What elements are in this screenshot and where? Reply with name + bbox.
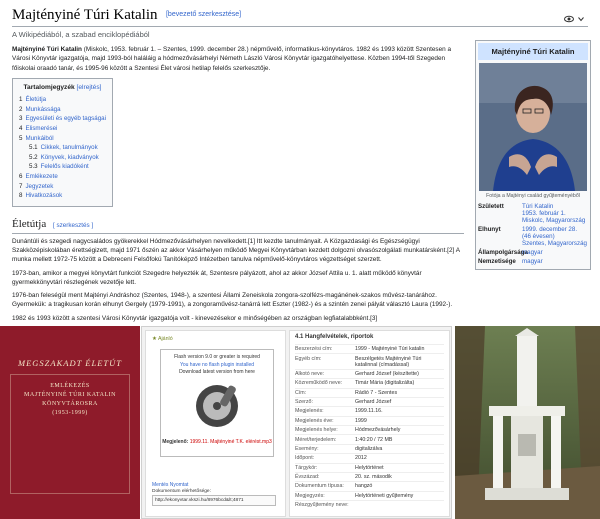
- record-value: Helytörténet: [355, 464, 384, 471]
- section-paragraph-4: 1982 és 1993 között a szentesi Városi Könyvtár igazgatója volt - kinevezésekor e minőségében az országban legfiatalabbként.[3]: [12, 314, 378, 322]
- flash-box: [160, 349, 274, 457]
- flash-line-1: Flash version 9.0 or greater is required: [174, 354, 260, 360]
- record-row: [295, 481, 444, 490]
- save-print-links[interactable]: Mentés Nyomtat: [152, 482, 189, 488]
- article-header: [12, 6, 588, 27]
- archive-screenshot[interactable]: [141, 326, 452, 519]
- record-value: Timár Mária (digitalizálta): [355, 380, 415, 387]
- record-row: [295, 344, 444, 353]
- meg-label: Megjelenő:: [162, 438, 189, 445]
- infobox-row: [478, 203, 588, 224]
- record-key: Alkotó neve:: [295, 370, 325, 377]
- toc-item[interactable]: [19, 114, 106, 124]
- toc-item-number: 8: [19, 192, 23, 200]
- infobox-value: Túri Katalin 1953. február 1. Miskolc, Magyarország: [522, 203, 586, 224]
- tagline: A Wikipédiából, a szabad enciklopédiából: [12, 30, 150, 39]
- toc-item-number: 6: [19, 172, 23, 180]
- media-disc-icon: [194, 383, 240, 429]
- toc-item-number: 5.2: [29, 153, 38, 161]
- toc-item-number: 5.3: [29, 163, 38, 171]
- toc-item-number: 5: [19, 134, 23, 142]
- section-paragraph-2: 1973-ban, amikor a megyei könyvtárt funkciót Szegedre helyezték át, Szentesre pályázott, ahol az akkor József Attila u. 1. alatt működő könyvtár gyermekkönyvtári részlegének vezetője lett.: [12, 269, 422, 286]
- toc-item-label[interactable]: Elismerései: [25, 124, 58, 132]
- flash-line-2[interactable]: You have no flash plugin installed: [179, 361, 255, 368]
- record-key: Időpont:: [295, 455, 315, 462]
- record-row: [295, 444, 444, 453]
- record-value: Gerhard József: [355, 399, 392, 406]
- doc-url-field[interactable]: http://ekonyvtar.vkszi.hu/8976bcd&lt;4871: [152, 495, 276, 506]
- record-value: Gerhard József (készítette): [355, 370, 419, 377]
- record-panel: [289, 330, 450, 517]
- section-edit-link[interactable]: [ szerkesztés ]: [52, 221, 94, 229]
- page-title: Majtényiné Túri Katalin: [12, 7, 158, 23]
- record-row: [295, 406, 444, 415]
- record-row: [295, 369, 444, 378]
- image-strip: [0, 322, 600, 519]
- toc-item-label[interactable]: Munkáiból: [25, 134, 54, 142]
- infobox-key: Született: [478, 203, 504, 210]
- toc-heading: [19, 83, 106, 93]
- record-row: [295, 500, 444, 509]
- record-key: Évszázad:: [295, 474, 320, 481]
- infobox-title: Majtényiné Túri Katalin: [478, 43, 588, 60]
- record-value: 1999.11.16.: [355, 408, 383, 415]
- lead-bold-name: Majtényiné Túri Katalin: [12, 46, 82, 53]
- record-row: [295, 434, 444, 443]
- record-row: [295, 397, 444, 406]
- toc-item-number: 5.1: [29, 144, 38, 152]
- record-key: Megjelenés:: [295, 408, 324, 415]
- record-value: [355, 502, 444, 508]
- toc-item[interactable]: [19, 153, 106, 163]
- megjelenő-line: [161, 439, 273, 445]
- player-panel: [145, 330, 286, 517]
- toc-item[interactable]: [19, 105, 106, 115]
- book-title: MEGSZAKADT ÉLETÚT: [18, 358, 122, 368]
- toc-hide-link[interactable]: [elrejtés]: [76, 83, 102, 91]
- infobox-key: Állampolgársága: [478, 249, 528, 256]
- record-key: Méret/terjedelem:: [295, 436, 337, 443]
- section-title: Életútja: [12, 217, 47, 230]
- record-value: 1:40:20 / 72 MB: [355, 436, 393, 443]
- infobox-value: magyar: [522, 258, 543, 265]
- flash-line-3[interactable]: Download latest version from here: [179, 369, 255, 375]
- toc-item[interactable]: [19, 172, 106, 182]
- record-key: Esemény:: [295, 445, 319, 452]
- meg-value[interactable]: 1999.11. Majtényiné T.K. elérést.mp3: [189, 438, 272, 445]
- doc-label: Dokumentum elérhetősége:: [152, 488, 211, 494]
- record-value: Helytörténeti gyűjtemény: [355, 492, 414, 499]
- record-value: hangzó: [355, 483, 373, 490]
- record-row: [295, 453, 444, 462]
- toc-item[interactable]: [19, 95, 106, 105]
- lead-text: (Miskolc, 1953. február 1. – Szentes, 1999. december 28.) népművelő, informatikus-könyvtáros. 1982 és 1993 között Szentesen a Városi Könyvtár igazgatója, majd 1993-ból haláláig a hódmezővásárhelyi Németh László Városi Könyvtár igazgatóhelyettese. Közben 1994-től Szegeden főiskolai oraadó tanár, és 1995-96 között a Szentesi Élet városi hetilap felelős szerkesztője.: [12, 46, 452, 72]
- record-value: Beszélgetés Majtényiné Túri katalinnal (címadással): [355, 355, 422, 368]
- infobox-rows: [478, 203, 588, 265]
- infobox-value: magyar: [522, 249, 543, 256]
- doc-link-block: [152, 488, 276, 506]
- record-value: digitalizálva: [355, 445, 383, 452]
- ajanlo-label: [152, 336, 173, 342]
- edit-intro-link[interactable]: [bevezető szerkesztése]: [165, 11, 242, 19]
- infobox-row: [478, 249, 588, 256]
- toc-item[interactable]: [19, 191, 106, 201]
- record-row: [295, 463, 444, 472]
- record-key: Egyéb cím:: [295, 355, 322, 362]
- book-frame: [10, 374, 130, 494]
- toc-item-label[interactable]: Felelős kiadóként: [40, 163, 89, 171]
- infobox-row: [478, 258, 588, 265]
- record-row: [295, 353, 444, 368]
- record-key: Megjelenés éve:: [295, 417, 334, 424]
- toc-item-label[interactable]: Egyesületi és egyéb tagságai: [25, 115, 106, 123]
- record-value: Rádió 7 - Szentes: [355, 389, 398, 396]
- record-title: 4.1 Hangfelvételek, riportok: [295, 334, 374, 340]
- chevron-down-icon: [576, 14, 586, 24]
- infobox-key: Elhunyt: [478, 226, 501, 233]
- toc-item-number: 1: [19, 96, 23, 104]
- toc-item[interactable]: [19, 134, 106, 144]
- toc-item-label[interactable]: Munkássága: [25, 105, 61, 113]
- toc-item-label[interactable]: Könyvek, kiadványok: [40, 153, 99, 161]
- toc-item-number: 2: [19, 105, 23, 113]
- record-key: Megjegyzés:: [295, 492, 325, 499]
- infobox-value: 1999. december 28. (46 évesen) Szentes, Magyarország: [522, 226, 587, 247]
- record-value: 2012: [355, 455, 367, 462]
- record-row: [295, 388, 444, 397]
- record-key: Megjelenés helye:: [295, 427, 338, 434]
- star-icon: ★: [152, 336, 157, 342]
- toc-item-number: 3: [19, 115, 23, 123]
- toc-item-label[interactable]: Emlékezete: [25, 172, 58, 180]
- toc-item[interactable]: [19, 162, 106, 172]
- infobox-row: [478, 226, 588, 247]
- record-key: Közreműködő neve:: [295, 380, 343, 387]
- record-row: [295, 472, 444, 481]
- book-subtitle: EMLÉKEZÉS MAJTÉNYINÉ TÚRI KATALIN KÖNYVTÁROSRA (1953-1999): [24, 383, 116, 416]
- record-rows: [295, 344, 444, 509]
- watch-toggle[interactable]: [564, 14, 588, 24]
- toc-item-label[interactable]: Életútja: [25, 96, 47, 104]
- record-key: Cím:: [295, 389, 307, 396]
- toc-item-label[interactable]: Hivatkozások: [25, 192, 63, 200]
- record-value: 20. sz. második: [355, 474, 392, 481]
- toc-item-label[interactable]: Cikkek, tanulmányok: [40, 144, 98, 152]
- toc-list: [19, 95, 106, 201]
- record-key: Dokumentum típusa:: [295, 483, 344, 490]
- toc-item[interactable]: [19, 143, 106, 153]
- record-row: [295, 416, 444, 425]
- record-key: Részgyűjtemény neve:: [295, 502, 349, 509]
- record-value: 1999: [355, 417, 367, 424]
- infobox-key: Nemzetisége: [478, 258, 516, 265]
- flash-text: [161, 350, 273, 377]
- record-value: Hódmezővásárhely: [355, 427, 401, 434]
- infobox: [475, 40, 591, 270]
- record-row: [295, 425, 444, 434]
- record-row: [295, 491, 444, 500]
- portrait-photo[interactable]: [479, 63, 587, 191]
- toc-item-number: 4: [19, 124, 23, 132]
- table-of-contents: [12, 78, 113, 207]
- record-row: [295, 378, 444, 387]
- toc-title: Tartalomjegyzék: [23, 83, 75, 91]
- toc-item[interactable]: [19, 182, 106, 192]
- record-key: Szerző:: [295, 399, 313, 406]
- toc-item-number: 7: [19, 182, 23, 190]
- record-key: Tárgykör:: [295, 464, 318, 471]
- toc-item-label[interactable]: Jegyzetek: [25, 182, 54, 190]
- record-value: 1999 - Majtényiné Túri katalin: [355, 346, 425, 353]
- infobox-caption: Fotója a Majtényi család gyűjteményéből: [486, 193, 580, 199]
- lead-paragraph: [12, 45, 464, 73]
- ajanlo-text: Ajánló: [157, 336, 173, 342]
- toc-item[interactable]: [19, 124, 106, 134]
- eye-icon: [564, 14, 574, 24]
- section-paragraph-3: 1976-ban feleségül ment Majtényi Andráshoz (Szentes, 1948-), a szentesi Állami Zeneiskola zongora-szolfézs-magánének-szakos művész-tanárához. Gyermekük: a tragikusan korán elhunyt Gergely (1979-1991), a zongoraművész-tanárrá lett Eszter (1982-) és a szintén zenei pályát választó Laura (1992-).: [12, 292, 453, 309]
- section-paragraph-1: Dunántúli és szegedi nagycsaládos gyökerekkel Hódmezővásárhelyen nevelkedett.[1] Itt kezdte tanulmányait. A Közgazdasági és Egészségügyi Szakközépiskolában érettségizett, majd 1971 őszén az akkor Vásárhelyen működő Megyei Könyvtárban kezdett dolgozni olvasószolgálati munkatársként.[2] A munka mellett 1972-75 között a Debreceni Felsőfokú Tanítóképző Intézetben tanulva népművelő-könyvtáros végzettséget szerzett.: [12, 237, 460, 264]
- memorial-photo[interactable]: [455, 326, 600, 519]
- section-heading: [12, 217, 464, 234]
- record-key: Beszerzési cím:: [295, 346, 333, 353]
- book-cover[interactable]: [0, 326, 140, 519]
